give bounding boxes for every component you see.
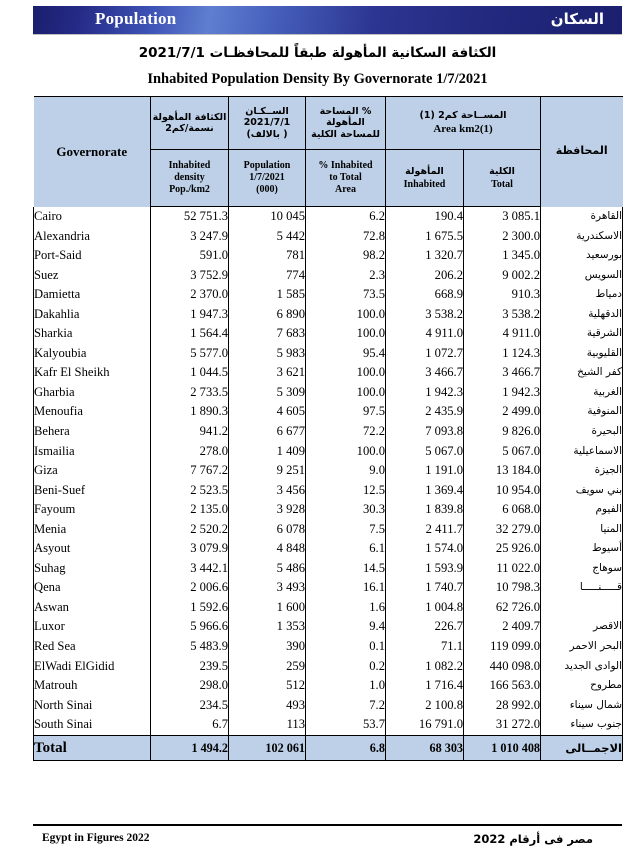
total-density: 1 494.2 (151, 735, 229, 760)
banner-title-arabic: السكان (550, 10, 604, 28)
cell-area-total: 62 726.0 (464, 598, 541, 618)
cell-area-total: 32 279.0 (464, 520, 541, 540)
column-header-governorate-arabic: المحافظة (541, 97, 623, 207)
cell-area-inhabited: 1 839.8 (386, 500, 464, 520)
cell-population: 10 045 (229, 207, 306, 227)
cell-area-total: 28 992.0 (464, 696, 541, 716)
cell-governorate: Fayoum (34, 500, 151, 520)
cell-area-inhabited: 1 320.7 (386, 246, 464, 266)
cell-governorate: Kalyoubia (34, 344, 151, 364)
cell-governorate: Port-Said (34, 246, 151, 266)
pct-arabic-l1: % المساحة (319, 106, 372, 118)
column-header-governorate: Governorate (34, 97, 151, 207)
cell-governorate-arabic: بورسعيد (541, 246, 623, 266)
cell-governorate: South Sinai (34, 715, 151, 735)
cell-governorate: Matrouh (34, 676, 151, 696)
column-subheader-pct (306, 150, 386, 207)
cell-pct-inhabited: 7.2 (306, 696, 386, 716)
cell-pct-inhabited: 0.2 (306, 657, 386, 677)
cell-governorate-arabic: شمال سيناء (541, 696, 623, 716)
cell-area-total: 5 067.0 (464, 442, 541, 462)
cell-pct-inhabited: 95.4 (306, 344, 386, 364)
cell-governorate-arabic: المنوفية (541, 402, 623, 422)
total-area-total: 1 010 408 (464, 735, 541, 760)
cell-governorate: Ismailia (34, 442, 151, 462)
area-inhabited-arabic: المأهولة (405, 165, 444, 177)
cell-governorate-arabic: البحر الاحمر (541, 637, 623, 657)
cell-governorate-arabic: الفيوم (541, 500, 623, 520)
table-row (34, 578, 623, 598)
cell-population: 3 621 (229, 363, 306, 383)
cell-governorate-arabic: الاسماعيلية (541, 442, 623, 462)
cell-density: 2 370.0 (151, 285, 229, 305)
cell-density: 1 890.3 (151, 402, 229, 422)
cell-area-inhabited: 1 082.2 (386, 657, 464, 677)
cell-governorate-arabic: البحيرة (541, 422, 623, 442)
cell-density: 5 966.6 (151, 617, 229, 637)
cell-pct-inhabited: 1.0 (306, 676, 386, 696)
cell-governorate-arabic: الجيزة (541, 461, 623, 481)
footer-divider (33, 824, 622, 826)
cell-governorate-arabic: أسيوط (541, 539, 623, 559)
cell-governorate: ElWadi ElGidid (34, 657, 151, 677)
page-title-arabic: الكثافة السكانية المأهولة طبقاً للمحافظـات 2021/7/1 (138, 45, 497, 61)
cell-governorate: Giza (34, 461, 151, 481)
cell-population: 5 442 (229, 227, 306, 247)
population-english-l2: 1/7/2021 (249, 172, 285, 184)
pct-english-l1: % Inhabited (318, 160, 373, 172)
cell-governorate-arabic: السويس (541, 266, 623, 286)
cell-area-inhabited: 668.9 (386, 285, 464, 305)
cell-governorate: Behera (34, 422, 151, 442)
table-row (34, 402, 623, 422)
cell-governorate-arabic: سوهاج (541, 559, 623, 579)
cell-area-inhabited: 1 191.0 (386, 461, 464, 481)
cell-population: 3 456 (229, 481, 306, 501)
pct-english-l3: Area (335, 183, 356, 195)
cell-area-total: 1 942.3 (464, 383, 541, 403)
column-header-pct-arabic (306, 97, 386, 150)
area-group-arabic: المســاحة كم2 (1) (419, 109, 507, 121)
cell-pct-inhabited: 14.5 (306, 559, 386, 579)
cell-governorate-arabic (541, 598, 623, 618)
column-header-area-group (386, 97, 541, 150)
cell-governorate-arabic: القاهرة (541, 207, 623, 227)
cell-area-inhabited: 1 675.5 (386, 227, 464, 247)
column-header-density-arabic (151, 97, 229, 150)
column-header-population-arabic (229, 97, 306, 150)
cell-area-inhabited: 226.7 (386, 617, 464, 637)
cell-pct-inhabited: 100.0 (306, 442, 386, 462)
cell-population: 3 493 (229, 578, 306, 598)
cell-density: 52 751.3 (151, 207, 229, 227)
density-english-l2: density (174, 172, 205, 184)
cell-density: 1 592.6 (151, 598, 229, 618)
cell-area-total: 3 466.7 (464, 363, 541, 383)
pct-arabic-l2: المأهولة (326, 117, 365, 129)
cell-governorate-arabic: دمياط (541, 285, 623, 305)
table-row (34, 363, 623, 383)
cell-pct-inhabited: 72.8 (306, 227, 386, 247)
table-row (34, 500, 623, 520)
table-row (34, 637, 623, 657)
table-row (34, 617, 623, 637)
cell-pct-inhabited: 98.2 (306, 246, 386, 266)
cell-pct-inhabited: 7.5 (306, 520, 386, 540)
cell-population: 512 (229, 676, 306, 696)
cell-governorate: Alexandria (34, 227, 151, 247)
cell-density: 5 483.9 (151, 637, 229, 657)
cell-governorate: Menia (34, 520, 151, 540)
cell-area-total: 2 300.0 (464, 227, 541, 247)
footer-source-arabic: مصر فى أرقام 2022 (473, 832, 593, 846)
cell-population: 1 600 (229, 598, 306, 618)
cell-pct-inhabited: 30.3 (306, 500, 386, 520)
population-english-l1: Population (243, 160, 291, 172)
cell-density: 2 733.5 (151, 383, 229, 403)
cell-population: 4 605 (229, 402, 306, 422)
cell-population: 5 486 (229, 559, 306, 579)
cell-area-inhabited: 5 067.0 (386, 442, 464, 462)
density-arabic-text: الكثافة المأهولة نسمة/كم2 (152, 111, 227, 134)
table-body (34, 207, 623, 761)
cell-governorate: North Sinai (34, 696, 151, 716)
cell-governorate: Suhag (34, 559, 151, 579)
cell-density: 591.0 (151, 246, 229, 266)
cell-population: 5 309 (229, 383, 306, 403)
area-inhabited-english: Inhabited (403, 178, 446, 190)
cell-pct-inhabited: 2.3 (306, 266, 386, 286)
cell-population: 493 (229, 696, 306, 716)
cell-pct-inhabited: 9.4 (306, 617, 386, 637)
cell-area-total: 1 124.3 (464, 344, 541, 364)
cell-area-inhabited: 206.2 (386, 266, 464, 286)
cell-area-inhabited: 190.4 (386, 207, 464, 227)
cell-pct-inhabited: 100.0 (306, 363, 386, 383)
cell-density: 941.2 (151, 422, 229, 442)
population-arabic-l2: 2021/7/1 (243, 117, 291, 129)
cell-population: 1 585 (229, 285, 306, 305)
cell-area-inhabited: 1 072.7 (386, 344, 464, 364)
cell-pct-inhabited: 6.2 (306, 207, 386, 227)
cell-pct-inhabited: 72.2 (306, 422, 386, 442)
cell-governorate-arabic: كفر الشيخ (541, 363, 623, 383)
cell-area-total: 119 099.0 (464, 637, 541, 657)
cell-area-inhabited: 3 538.2 (386, 305, 464, 325)
cell-area-inhabited: 2 435.9 (386, 402, 464, 422)
cell-governorate: Cairo (34, 207, 151, 227)
cell-area-inhabited: 1 942.3 (386, 383, 464, 403)
cell-governorate: Suez (34, 266, 151, 286)
cell-density: 1 044.5 (151, 363, 229, 383)
population-density-table (33, 96, 623, 761)
cell-area-total: 25 926.0 (464, 539, 541, 559)
cell-density: 298.0 (151, 676, 229, 696)
cell-area-total: 3 085.1 (464, 207, 541, 227)
cell-area-total: 2 499.0 (464, 402, 541, 422)
table-row (34, 520, 623, 540)
cell-population: 9 251 (229, 461, 306, 481)
cell-population: 113 (229, 715, 306, 735)
banner-title-english: Population (95, 9, 177, 28)
cell-area-total: 11 022.0 (464, 559, 541, 579)
table-row (34, 696, 623, 716)
density-english-l3: Pop./km2 (169, 183, 210, 195)
pct-english-l2: to Total (329, 172, 362, 184)
cell-density: 3 442.1 (151, 559, 229, 579)
cell-governorate-arabic: الاقصر (541, 617, 623, 637)
cell-pct-inhabited: 100.0 (306, 324, 386, 344)
pct-arabic-l3: للمساحة الكلية (311, 128, 380, 140)
table-row (34, 461, 623, 481)
cell-pct-inhabited: 6.1 (306, 539, 386, 559)
cell-pct-inhabited: 97.5 (306, 402, 386, 422)
cell-area-inhabited: 4 911.0 (386, 324, 464, 344)
cell-area-total: 3 538.2 (464, 305, 541, 325)
cell-governorate-arabic: الوادى الجديد (541, 657, 623, 677)
density-english-l1: Inhabited (168, 160, 211, 172)
table-row (34, 559, 623, 579)
cell-area-inhabited: 1 593.9 (386, 559, 464, 579)
cell-population: 1 409 (229, 442, 306, 462)
cell-pct-inhabited: 100.0 (306, 383, 386, 403)
cell-pct-inhabited: 73.5 (306, 285, 386, 305)
cell-area-total: 1 345.0 (464, 246, 541, 266)
header-row-arabic (34, 97, 623, 150)
table-row (34, 246, 623, 266)
cell-area-total: 31 272.0 (464, 715, 541, 735)
area-total-english: Total (491, 178, 513, 190)
cell-area-inhabited: 3 466.7 (386, 363, 464, 383)
table-row (34, 207, 623, 227)
cell-governorate-arabic: الغربية (541, 383, 623, 403)
total-area-inhabited: 68 303 (386, 735, 464, 760)
cell-area-total: 166 563.0 (464, 676, 541, 696)
data-table-container (33, 96, 622, 761)
cell-population: 1 353 (229, 617, 306, 637)
cell-density: 3 247.9 (151, 227, 229, 247)
table-row (34, 481, 623, 501)
table-row (34, 266, 623, 286)
cell-density: 239.5 (151, 657, 229, 677)
cell-population: 6 890 (229, 305, 306, 325)
cell-pct-inhabited: 0.1 (306, 637, 386, 657)
cell-density: 2 523.5 (151, 481, 229, 501)
cell-governorate-arabic: القليوبية (541, 344, 623, 364)
population-english-l3: (000) (256, 183, 278, 195)
cell-density: 7 767.2 (151, 461, 229, 481)
table-row (34, 227, 623, 247)
cell-governorate: Sharkia (34, 324, 151, 344)
table-header (34, 97, 623, 207)
cell-governorate: Luxor (34, 617, 151, 637)
cell-area-inhabited: 16 791.0 (386, 715, 464, 735)
table-row (34, 676, 623, 696)
cell-area-total: 10 798.3 (464, 578, 541, 598)
cell-population: 5 983 (229, 344, 306, 364)
cell-population: 6 677 (229, 422, 306, 442)
cell-governorate: Red Sea (34, 637, 151, 657)
cell-pct-inhabited: 53.7 (306, 715, 386, 735)
population-arabic-l3: ( بالالف) (246, 128, 288, 140)
section-banner (33, 6, 622, 34)
table-row (34, 598, 623, 618)
cell-area-total: 910.3 (464, 285, 541, 305)
cell-population: 3 928 (229, 500, 306, 520)
cell-governorate: Asyout (34, 539, 151, 559)
cell-population: 6 078 (229, 520, 306, 540)
table-total-row (34, 735, 623, 760)
cell-area-total: 9 826.0 (464, 422, 541, 442)
column-subheader-area-total (464, 150, 541, 207)
table-row (34, 442, 623, 462)
cell-population: 774 (229, 266, 306, 286)
cell-population: 781 (229, 246, 306, 266)
cell-governorate: Qena (34, 578, 151, 598)
cell-governorate-arabic: الدقهلية (541, 305, 623, 325)
cell-area-inhabited: 1 740.7 (386, 578, 464, 598)
table-row (34, 324, 623, 344)
table-row (34, 715, 623, 735)
cell-area-inhabited: 1 716.4 (386, 676, 464, 696)
table-row (34, 657, 623, 677)
cell-governorate-arabic: بني سويف (541, 481, 623, 501)
cell-pct-inhabited: 1.6 (306, 598, 386, 618)
cell-density: 1 564.4 (151, 324, 229, 344)
cell-governorate: Damietta (34, 285, 151, 305)
cell-governorate-arabic: الاسكندرية (541, 227, 623, 247)
column-subheader-area-inhabited (386, 150, 464, 207)
cell-area-total: 9 002.2 (464, 266, 541, 286)
cell-density: 3 079.9 (151, 539, 229, 559)
cell-area-total: 10 954.0 (464, 481, 541, 501)
cell-governorate: Kafr El Sheikh (34, 363, 151, 383)
cell-density: 6.7 (151, 715, 229, 735)
cell-population: 259 (229, 657, 306, 677)
cell-density: 2 135.0 (151, 500, 229, 520)
cell-area-inhabited: 71.1 (386, 637, 464, 657)
cell-area-inhabited: 1 369.4 (386, 481, 464, 501)
cell-governorate-arabic: جنوب سيناء (541, 715, 623, 735)
cell-governorate-arabic: الشرقية (541, 324, 623, 344)
cell-area-total: 440 098.0 (464, 657, 541, 677)
area-group-english: Area km2(1) (433, 123, 493, 136)
cell-density: 3 752.9 (151, 266, 229, 286)
footer-source-english: Egypt in Figures 2022 (42, 832, 150, 844)
cell-governorate: Menoufia (34, 402, 151, 422)
cell-area-inhabited: 1 574.0 (386, 539, 464, 559)
cell-density: 2 520.2 (151, 520, 229, 540)
cell-governorate: Aswan (34, 598, 151, 618)
cell-area-total: 2 409.7 (464, 617, 541, 637)
table-row (34, 383, 623, 403)
table-row (34, 422, 623, 442)
cell-area-total: 4 911.0 (464, 324, 541, 344)
cell-density: 5 577.0 (151, 344, 229, 364)
total-governorate-arabic: الاجمــالى (541, 735, 623, 760)
cell-governorate: Dakahlia (34, 305, 151, 325)
cell-population: 7 683 (229, 324, 306, 344)
cell-governorate-arabic: مطروح (541, 676, 623, 696)
total-pct-inhabited: 6.8 (306, 735, 386, 760)
column-subheader-population (229, 150, 306, 207)
cell-pct-inhabited: 12.5 (306, 481, 386, 501)
table-row (34, 539, 623, 559)
cell-area-total: 6 068.0 (464, 500, 541, 520)
cell-governorate: Beni-Suef (34, 481, 151, 501)
cell-governorate-arabic: المنيا (541, 520, 623, 540)
table-row (34, 305, 623, 325)
cell-pct-inhabited: 100.0 (306, 305, 386, 325)
total-population: 102 061 (229, 735, 306, 760)
cell-density: 2 006.6 (151, 578, 229, 598)
cell-area-inhabited: 7 093.8 (386, 422, 464, 442)
total-governorate: Total (34, 735, 151, 760)
cell-population: 4 848 (229, 539, 306, 559)
population-arabic-l1: الســكـان (245, 106, 289, 118)
cell-area-inhabited: 2 411.7 (386, 520, 464, 540)
cell-area-inhabited: 1 004.8 (386, 598, 464, 618)
cell-governorate: Gharbia (34, 383, 151, 403)
cell-density: 234.5 (151, 696, 229, 716)
cell-pct-inhabited: 16.1 (306, 578, 386, 598)
table-row (34, 344, 623, 364)
area-total-arabic: الكلية (489, 165, 515, 177)
cell-density: 1 947.3 (151, 305, 229, 325)
page-title-english: Inhabited Population Density By Governorate 1/7/2021 (147, 71, 488, 87)
cell-governorate-arabic: قـــــنـــــا (541, 578, 623, 598)
cell-population: 390 (229, 637, 306, 657)
table-row (34, 285, 623, 305)
cell-density: 278.0 (151, 442, 229, 462)
cell-area-total: 13 184.0 (464, 461, 541, 481)
cell-area-inhabited: 2 100.8 (386, 696, 464, 716)
cell-pct-inhabited: 9.0 (306, 461, 386, 481)
column-subheader-density (151, 150, 229, 207)
